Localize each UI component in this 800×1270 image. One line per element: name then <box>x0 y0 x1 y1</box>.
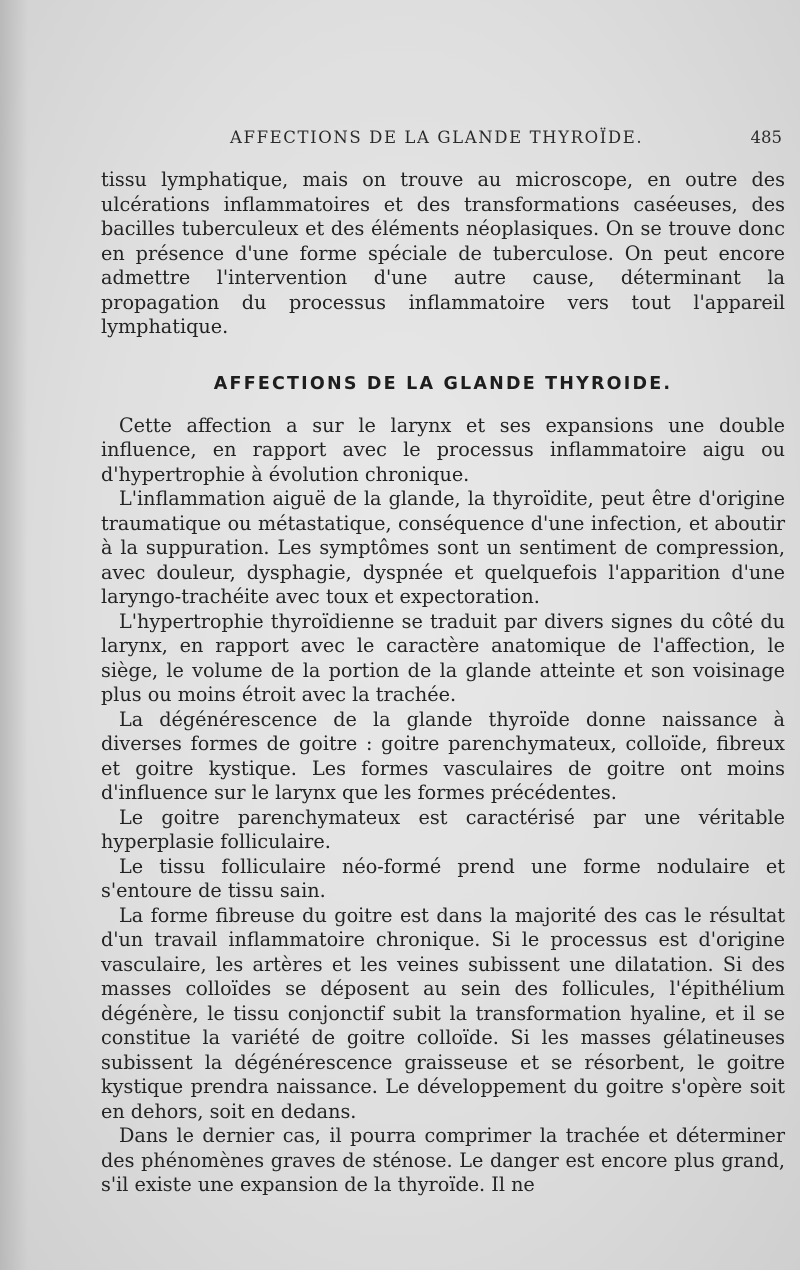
page-number: 485 <box>750 128 782 147</box>
paragraph-3: L'hypertrophie thyroïdienne se traduit par divers signes du côté du larynx, en rapport avec le caractère anatomique de l'affection, le siège, le volume de la portion de la glande atteinte et son voisinage plus ou moins étroit avec la trachée. <box>101 609 785 706</box>
page-gutter-shadow <box>0 0 28 1270</box>
running-title: AFFECTIONS DE LA GLANDE THYROÏDE. <box>230 128 644 147</box>
paragraph-6: Le tissu folliculaire néo-formé prend une forme nodulaire et s'entoure de tissu sain. <box>101 854 785 902</box>
section-heading: AFFECTIONS DE LA GLANDE THYROIDE. <box>213 373 673 394</box>
paragraph-7: La forme fibreuse du goitre est dans la majorité des cas le résultat d'un travail inflammatoire chronique. Si le processus est d'origine vasculaire, les artères et les veines subissent une dilatation. Si des masses colloïdes se déposent au sein des follicules, l'épithélium dégénère, le tissu conjonctif subit la transformation hyaline, et il se constitue la variété de goitre colloïde. Si les masses gélatineuses subissent la dégénérescence graisseuse et se résorbent, le goitre kystique prendra naissance. Le développement du goitre s'opère soit en dehors, soit en dedans. <box>101 903 785 1123</box>
paragraph-8: Dans le dernier cas, il pourra comprimer la trachée et déterminer des phénomènes graves de sténose. Le danger est encore plus grand, s'il existe une expansion de la thyroïde. Il ne <box>101 1124 785 1196</box>
paragraph-4: La dégénérescence de la glande thyroïde donne naissance à diverses formes de goitre : goitre parenchymateux, colloïde, fibreux et goitre kystique. Les formes vasculaires de goitre ont moins d'influence sur le larynx que les formes précédentes. <box>101 707 785 804</box>
paragraph-2: L'inflammation aiguë de la glande, la thyroïdite, peut être d'origine traumatique ou métastatique, conséquence d'une infection, et aboutir à la suppuration. Les symptômes sont un sentiment de compression, avec douleur, dysphagie, dyspnée et quelquefois l'apparition d'une laryngo-trachéite avec toux et expectoration. <box>101 487 785 608</box>
page-body <box>101 168 785 1198</box>
page-header <box>230 128 782 156</box>
intro-paragraph: tissu lymphatique, mais on trouve au microscope, en outre des ulcérations inflammatoires et des transformations caséeuses, des bacilles tuberculeux et des éléments néoplasiques. On se trouve donc en présence d'une forme spéciale de tuberculose. On peut encore admettre l'intervention d'une autre cause, déterminant la propagation du processus inflammatoire vers tout l'appareil lymphatique. <box>101 168 785 338</box>
paragraph-5: Le goitre parenchymateux est caractérisé par une véritable hyperplasie folliculaire. <box>101 805 785 853</box>
paragraph-1: Cette affection a sur le larynx et ses expansions une double influence, en rapport avec le processus inflammatoire aigu ou d'hypertrophie à évolution chronique. <box>101 413 785 486</box>
